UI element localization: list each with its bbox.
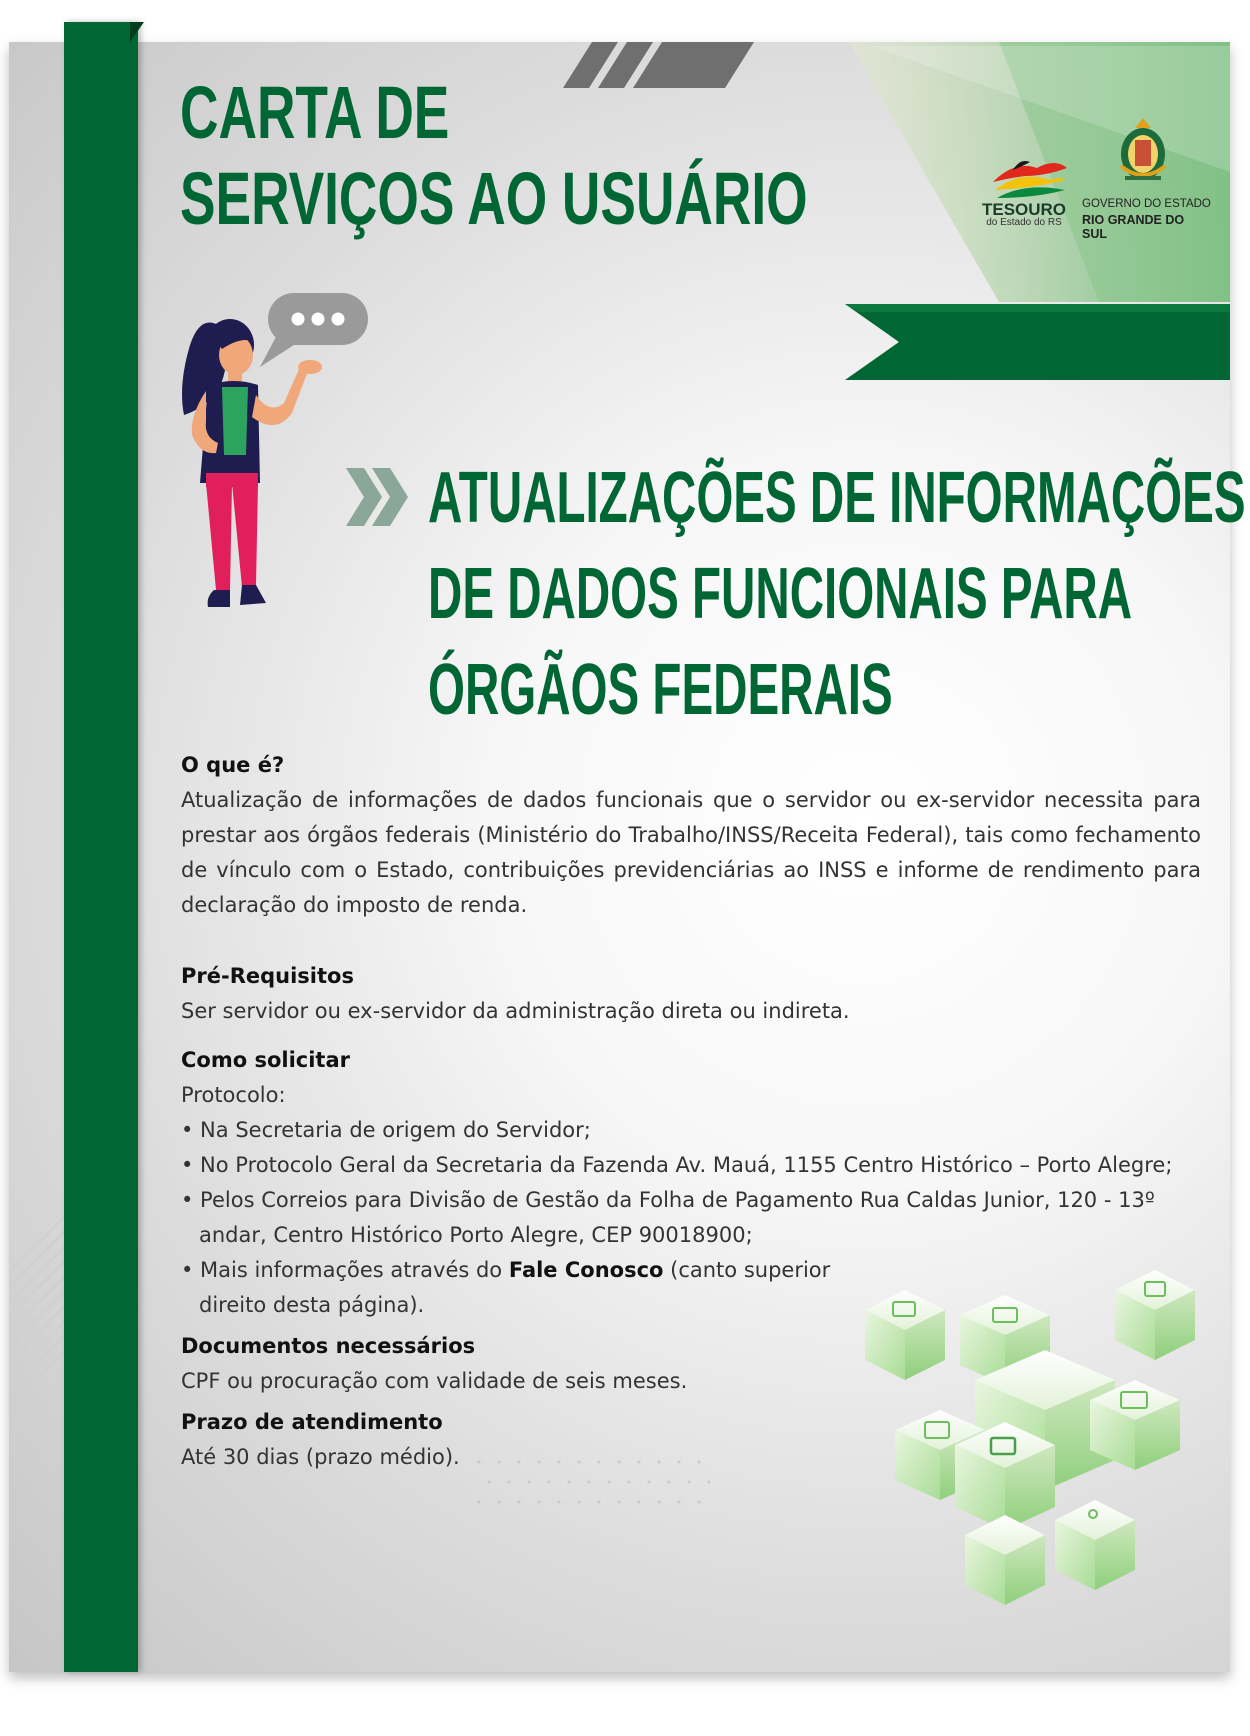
section-body-deadline: Até 30 dias (prazo médio).: [181, 1445, 460, 1469]
fale-conosco-link[interactable]: Fale Conosco: [508, 1258, 664, 1282]
left-stripes: [9, 1212, 69, 1407]
tesouro-name: TESOURO: [981, 200, 1067, 219]
section-prereq: [181, 959, 1201, 1029]
speech-bubble-icon: [260, 293, 368, 367]
cube: [955, 1422, 1055, 1530]
woman-illustration: [160, 285, 375, 685]
rs-coat-of-arms: [1121, 118, 1165, 180]
section-body-prereq: Ser servidor ou ex-servidor da administração direta ou indireta.: [181, 999, 850, 1023]
section-how-intro: Protocolo:: [181, 1083, 286, 1107]
list-item: • No Protocolo Geral da Secretaria da Fazenda Av. Mauá, 1155 Centro Histórico – Porto Alegre;: [181, 1153, 1173, 1177]
cube: [1115, 1270, 1195, 1360]
bullet-text: • Mais informações através do: [181, 1258, 509, 1282]
section-title-docs: Documentos necessários: [181, 1334, 476, 1358]
cube: [865, 1290, 945, 1380]
government-label: GOVERNO DO ESTADO: [1082, 198, 1211, 210]
list-item: • Pelos Correios para Divisão de Gestão da Folha de Pagamento Rua Caldas Junior, 120 - 13º andar, Centro Histórico Porto Alegre, CEP 90018900;: [181, 1188, 1155, 1247]
cube: [1055, 1500, 1135, 1590]
section-what: [181, 748, 1201, 923]
section-body-docs: CPF ou procuração com validade de seis meses.: [181, 1369, 688, 1393]
list-item: [181, 1253, 849, 1323]
title-line-1: CARTA DE: [180, 71, 450, 154]
headline-line-3: ÓRGÃOS FEDERAIS: [428, 650, 893, 730]
left-green-bar: [64, 22, 138, 1672]
title-line-2: SERVIÇOS AO USUÁRIO: [180, 157, 808, 240]
section-title-what: O que é?: [181, 753, 285, 777]
section-title-prereq: Pré-Requisitos: [181, 964, 354, 988]
headline-line-1: ATUALIZAÇÕES DE INFORMAÇÕES: [428, 458, 1246, 538]
list-item: • Na Secretaria de origem do Servidor;: [181, 1118, 591, 1142]
ribbon-arrow: [845, 304, 1230, 380]
cube: [965, 1515, 1045, 1605]
tesouro-subtitle: do Estado do RS: [986, 217, 1062, 228]
section-body-what: Atualização de informações de dados funcionais que o servidor ou ex-servidor necessita para prestar aos órgãos federais (Ministério do Trabalho/INSS/Receita Federal), tais como fechamento de vínculo com o Estado, contribuições previdenciárias ao INSS e informe de rendimento para declaração do imposto de renda.: [181, 788, 1201, 917]
section-title-how: Como solicitar: [181, 1048, 350, 1072]
cube-cluster-illustration: [855, 1270, 1200, 1615]
service-headline: [428, 450, 1246, 738]
state-label: RIO GRANDE DO SUL: [1082, 213, 1185, 241]
tesouro-logo: [993, 161, 1067, 198]
green-bar-fold: [130, 22, 144, 42]
page-title: [180, 70, 808, 242]
headline-line-2: DE DADOS FUNCIONAIS PARA: [428, 554, 1133, 634]
bullet-text: (canto superior direito desta página).: [199, 1258, 831, 1317]
double-chevron-icon: [346, 468, 410, 526]
section-title-deadline: Prazo de atendimento: [181, 1410, 443, 1434]
